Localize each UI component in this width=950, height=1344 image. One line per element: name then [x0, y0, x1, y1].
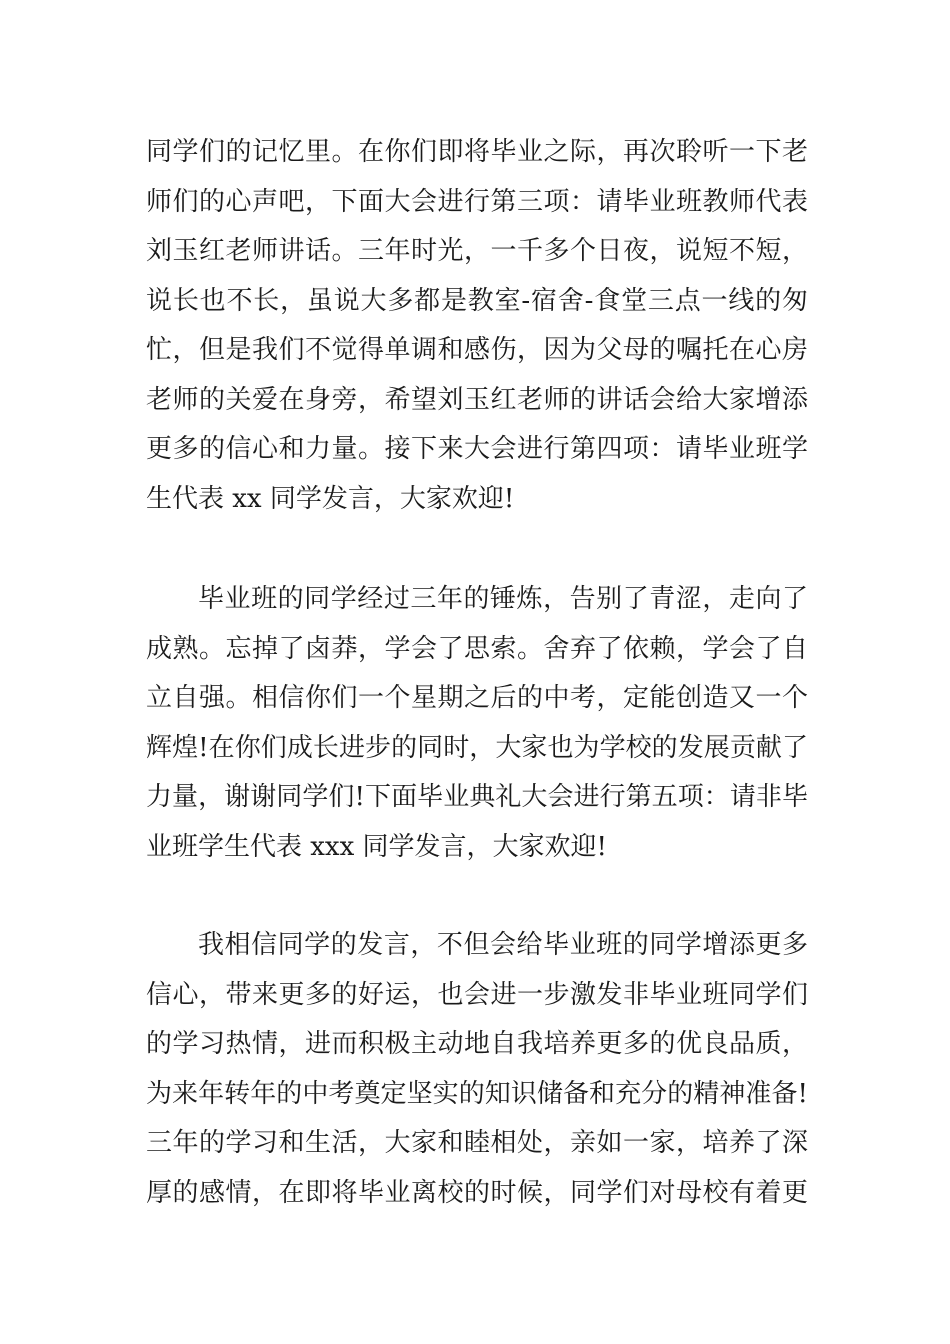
text-line: 忙，但是我们不觉得单调和感伤，因为父母的嘱托在心房 — [146, 335, 808, 365]
text-line: 厚的感情，在即将毕业离校的时候，同学们对母校有着更 — [146, 1177, 808, 1208]
paragraph-2 — [146, 575, 808, 872]
text-line: 说长也不长，虽说大多都是教室-宿舍-食堂三点一线的匆 — [146, 285, 808, 316]
text-line: 的学习热情，进而积极主动地自我培养更多的优良品质， — [146, 1029, 808, 1059]
text-line: 三年的学习和生活，大家和睦相处，亲如一家，培养了深 — [146, 1128, 808, 1158]
text-line: 老师的关爱在身旁，希望刘玉红老师的讲话会给大家增添 — [146, 384, 808, 415]
text-line: 我相信同学的发言，不但会给毕业班的同学增添更多 — [198, 930, 808, 960]
text-line: 信心，带来更多的好运，也会进一步激发非毕业班同学们 — [146, 979, 808, 1010]
text-line: 同学们的记忆里。在你们即将毕业之际，再次聆听一下老 — [146, 137, 808, 167]
text-line: 刘玉红老师讲话。三年时光，一千多个日夜，说短不短， — [146, 236, 808, 266]
text-line: 生代表 xx 同学发言，大家欢迎! — [146, 483, 515, 514]
text-line: 毕业班的同学经过三年的锤炼，告别了青涩，走向了 — [198, 584, 808, 614]
text-line: 更多的信心和力量。接下来大会进行第四项：请毕业班学 — [146, 434, 808, 464]
text-line: 成熟。忘掉了卤莽，学会了思索。舍弃了依赖，学会了自 — [146, 633, 808, 664]
text-line: 力量，谢谢同学们!下面毕业典礼大会进行第五项：请非毕 — [146, 782, 808, 812]
text-line: 师们的心声吧，下面大会进行第三项：请毕业班教师代表 — [146, 186, 808, 217]
text-line: 立自强。相信你们一个星期之后的中考，定能创造又一个 — [146, 683, 808, 713]
text-line: 业班学生代表 xxx 同学发言，大家欢迎! — [146, 831, 607, 862]
text-line: 为来年转年的中考奠定坚实的知识储备和充分的精神准备! — [146, 1078, 808, 1109]
text-line: 辉煌!在你们成长进步的同时，大家也为学校的发展贡献了 — [146, 732, 808, 763]
paragraph-1 — [146, 128, 808, 524]
paragraph-3 — [146, 921, 808, 1218]
